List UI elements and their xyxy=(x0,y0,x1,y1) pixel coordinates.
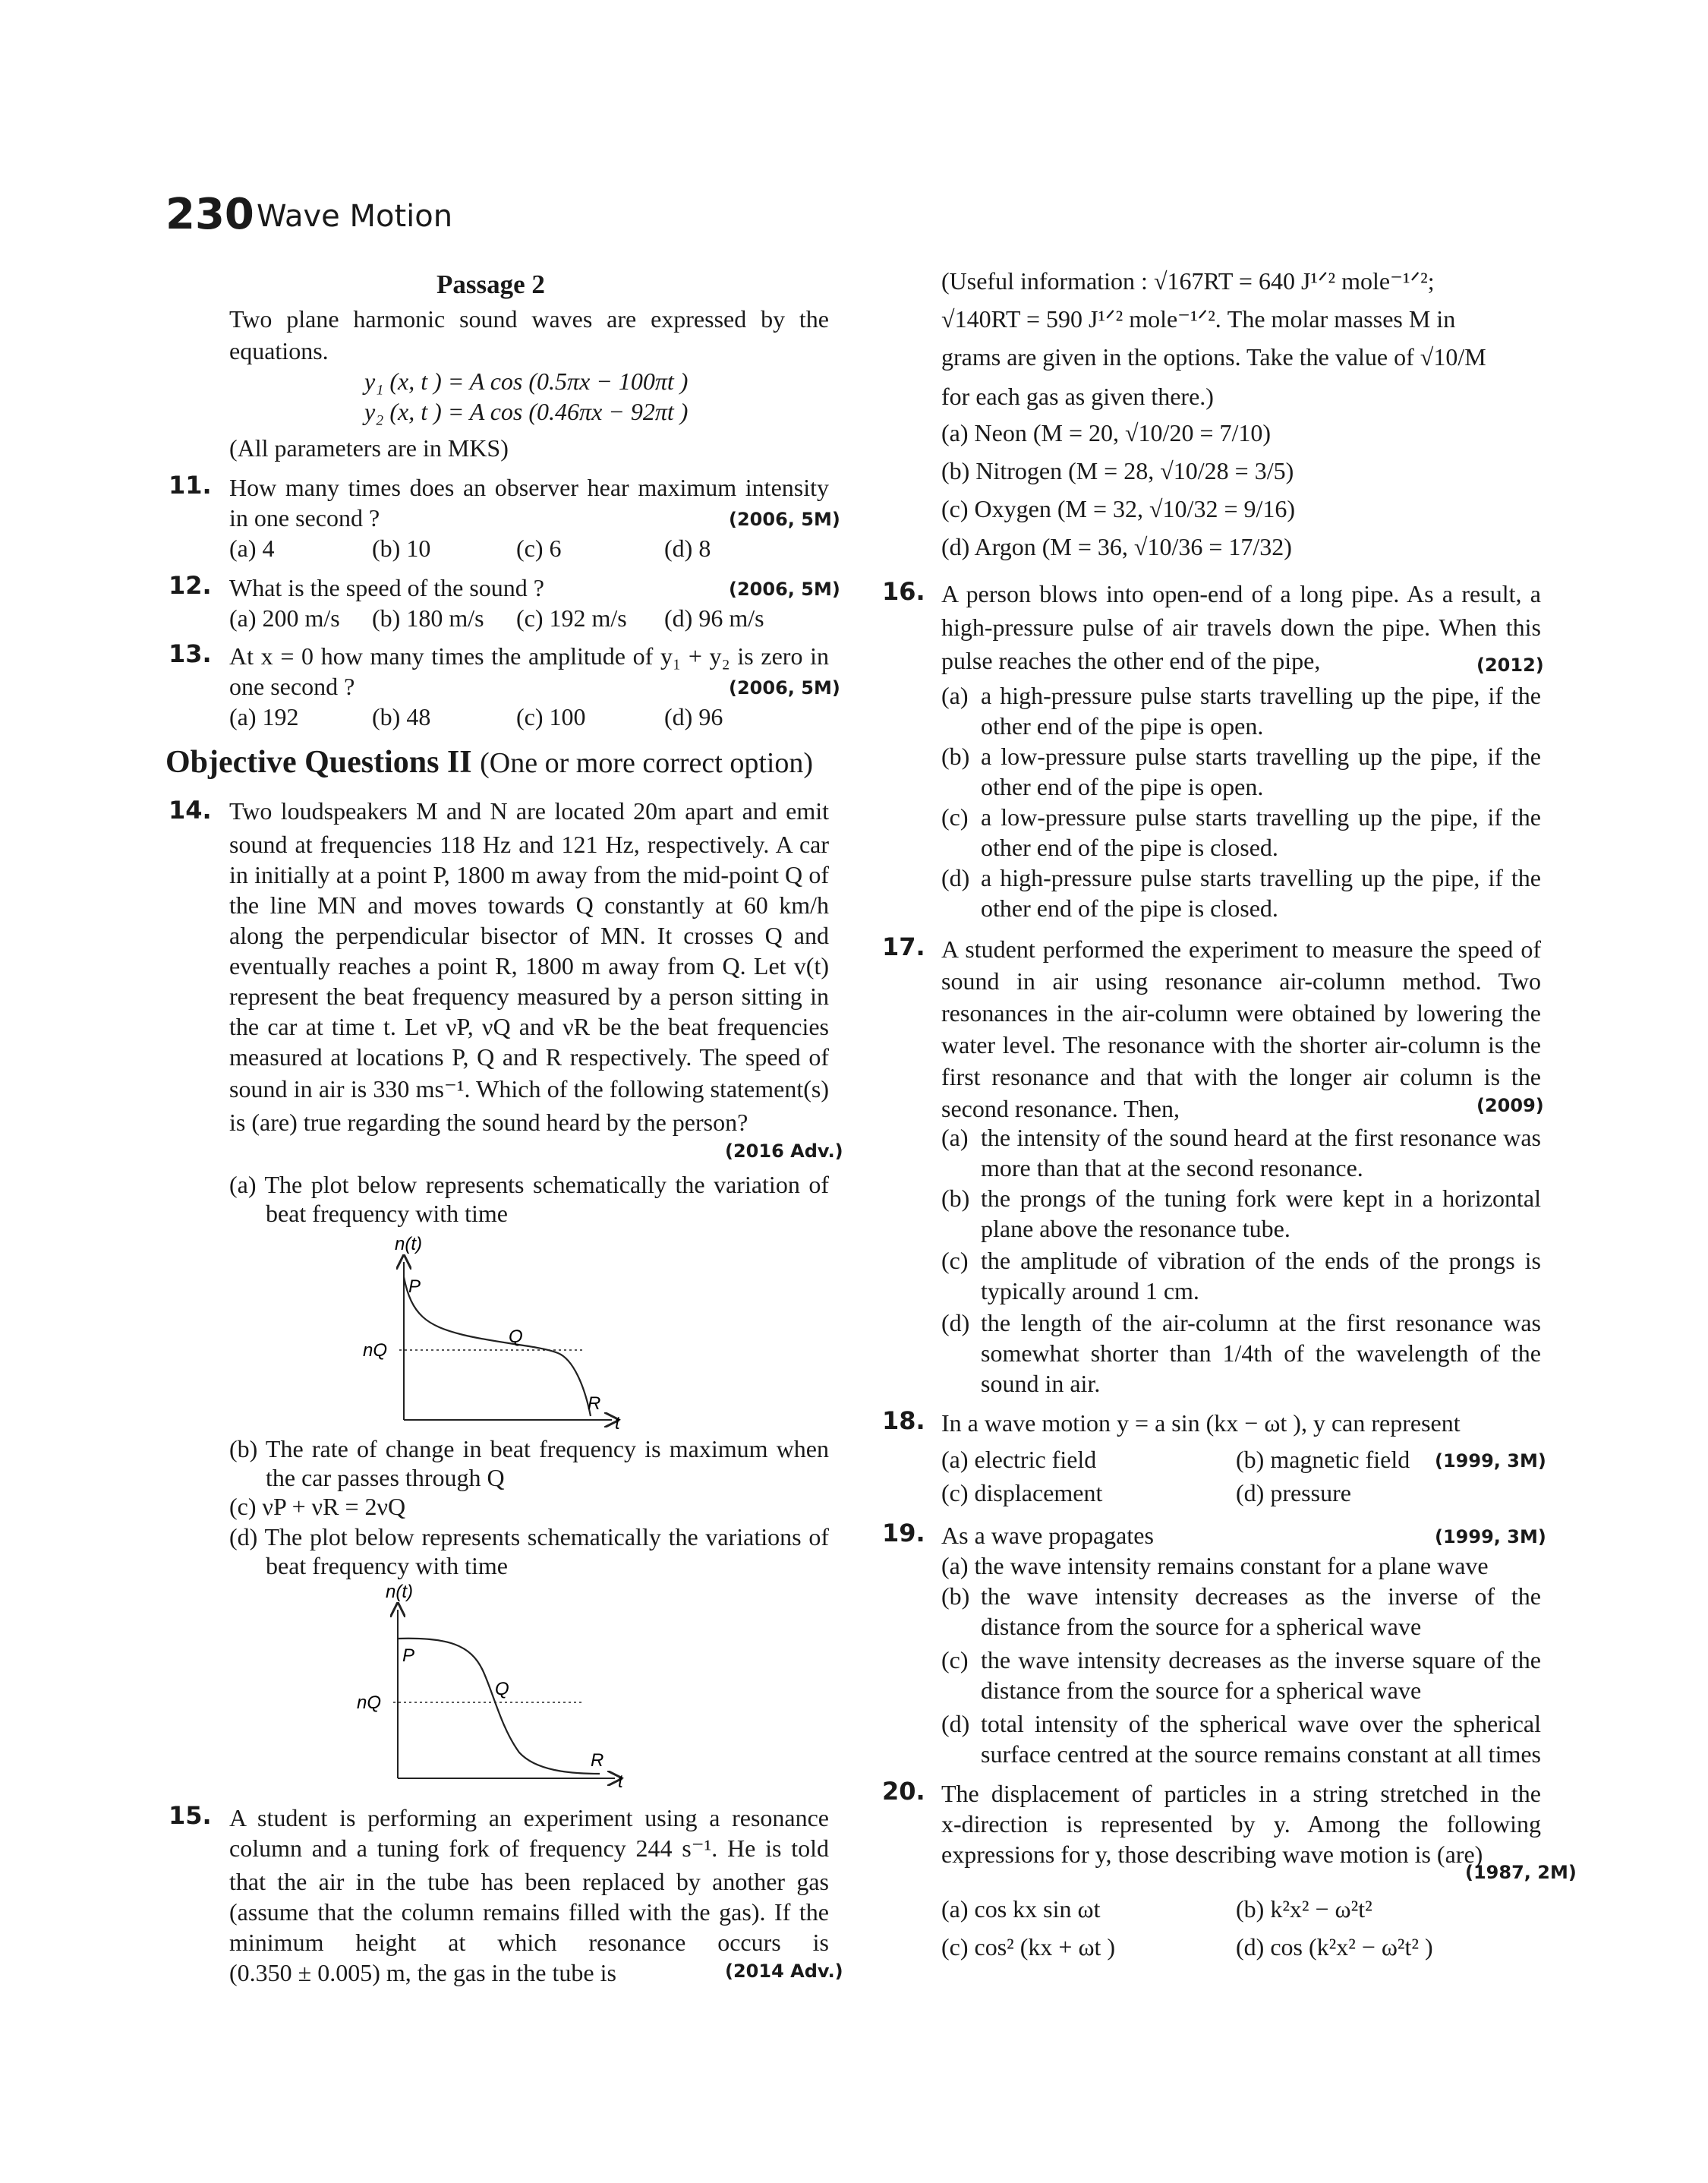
x-axis-label: t xyxy=(615,1413,620,1434)
question-text-line: sound at frequencies 118 Hz and 121 Hz, respectively. A car xyxy=(229,831,829,858)
option-text-line: a high-pressure pulse starts travelling up the pipe, if the xyxy=(981,864,1541,891)
option-text-line: (b) The rate of change in beat frequency is maximum when xyxy=(229,1435,829,1462)
useful-info-line: √140RT = 590 J¹ᐟ² mole⁻¹ᐟ². The molar masses M in xyxy=(941,305,1456,333)
option-text-line: distance from the source for a spherical wave xyxy=(981,1613,1422,1640)
option-text-line: other end of the pipe is open. xyxy=(981,773,1264,800)
question-number: 19. xyxy=(882,1519,925,1547)
point-p-label: P xyxy=(402,1645,415,1666)
option: (d) cos (k²x² − ω²t² ) xyxy=(1236,1933,1433,1961)
question-text-line: eventually reaches a point R, 1800 m away from Q. Let v(t) xyxy=(229,952,829,980)
useful-info-line: for each gas as given there.) xyxy=(941,383,1214,410)
question-number: 12. xyxy=(169,571,212,600)
option-text-line: a low-pressure pulse starts travelling up the pipe, if the xyxy=(981,803,1541,831)
option: (a) Neon (M = 20, √10/20 = 7/10) xyxy=(941,419,1272,446)
question-text-line: in one second ? xyxy=(229,504,380,532)
option-text-line: the length of the air-column at the first resonance was xyxy=(981,1309,1541,1336)
option-text-line: beat frequency with time xyxy=(266,1552,508,1579)
exam-tag: (2006, 5M) xyxy=(729,677,840,699)
question-14-body xyxy=(229,796,829,1137)
option: (b) Nitrogen (M = 28, √10/28 = 3/5) xyxy=(941,457,1294,484)
option: (c) Oxygen (M = 32, √10/32 = 9/16) xyxy=(941,495,1296,522)
point-r-label: R xyxy=(588,1393,601,1414)
option: (c) cos² (kx + ωt ) xyxy=(941,1933,1116,1961)
nq-label: nQ xyxy=(357,1692,382,1713)
option: (d) Argon (M = 36, √10/36 = 17/32) xyxy=(941,533,1292,560)
option-letter: (a) xyxy=(941,1124,969,1151)
question-text-line: one second ? xyxy=(229,673,355,700)
option-text-line: more than that at the second resonance. xyxy=(981,1154,1363,1181)
option-text-line: a low-pressure pulse starts travelling up the pipe, if the xyxy=(981,743,1541,770)
option-letter: (d) xyxy=(941,864,970,891)
option-text-line: the wave intensity decreases as the inverse of the xyxy=(981,1582,1541,1610)
option: (b) magnetic field xyxy=(1236,1446,1410,1473)
equation-y2: y₂ (x, t ) = A cos (0.46πx − 92πt ) xyxy=(364,398,689,425)
question-text-line: in initially at a point P, 1800 m away from the mid-point Q of xyxy=(229,861,829,888)
question-text-line: along the perpendicular bisector of MN. It crosses Q and xyxy=(229,922,829,949)
question-17-body xyxy=(941,934,1541,1125)
question-text-line: the car at time t. Let νP, νQ and νR be the beat frequencies xyxy=(229,1013,829,1040)
question-text: In a wave motion y = a sin (kx − ωt ), y can represent xyxy=(941,1409,1461,1437)
option-text-line: (a) the wave intensity remains constant for a plane wave xyxy=(941,1552,1489,1579)
question-text-line: A student is performing an experiment using a resonance xyxy=(229,1804,829,1831)
page-number: 230 xyxy=(165,190,254,239)
params-note: (All parameters are in MKS) xyxy=(229,434,509,462)
exam-tag: (2006, 5M) xyxy=(729,579,840,600)
chapter-title: Wave Motion xyxy=(257,199,453,234)
option-letter: (b) xyxy=(941,1185,970,1212)
useful-info-line: (Useful information : √167RT = 640 J¹ᐟ² mole⁻¹ᐟ²; xyxy=(941,267,1435,295)
point-r-label: R xyxy=(591,1750,604,1771)
beat-frequency-graph-d xyxy=(349,1579,638,1792)
question-16-body xyxy=(941,579,1541,679)
option-text-line: the intensity of the sound heard at the first resonance was xyxy=(981,1124,1541,1151)
option-text-line: sound in air. xyxy=(981,1370,1101,1397)
beat-frequency-graph-a xyxy=(357,1230,630,1435)
question-text-line: represent the beat frequency measured by a person sitting in xyxy=(229,983,829,1010)
useful-information xyxy=(941,266,1541,415)
question-number: 20. xyxy=(882,1777,925,1806)
option: (c) 6 xyxy=(516,535,562,562)
option: (a) cos kx sin ωt xyxy=(941,1895,1101,1923)
question-text-line: How many times does an observer hear maximum intensity xyxy=(229,474,829,501)
option-text-line: the wave intensity decreases as the inverse square of the xyxy=(981,1646,1541,1674)
option-letter: (b) xyxy=(941,743,970,770)
exam-tag: (1999, 3M) xyxy=(1435,1526,1546,1547)
question-text-line: pulse reaches the other end of the pipe, xyxy=(941,647,1321,674)
option-text-line: the prongs of the tuning fork were kept in a horizontal xyxy=(981,1185,1541,1212)
passage-intro-line: Two plane harmonic sound waves are expressed by the xyxy=(229,305,829,333)
question-number: 13. xyxy=(169,639,212,668)
question-number: 16. xyxy=(882,577,925,606)
option-letter: (b) xyxy=(941,1582,970,1610)
option-letter: (c) xyxy=(941,1646,969,1674)
question-text-line: water level. The resonance with the shorter air-column is the xyxy=(941,1031,1541,1058)
point-q-label: Q xyxy=(509,1327,523,1347)
option-letter: (c) xyxy=(941,803,969,831)
option: (b) k²x² − ω²t² xyxy=(1236,1895,1372,1923)
option: (d) pressure xyxy=(1236,1479,1351,1506)
question-number: 15. xyxy=(169,1801,212,1830)
q15-options xyxy=(941,418,1541,569)
option-letter: (a) xyxy=(941,682,969,709)
option-text-line: a high-pressure pulse starts travelling up the pipe, if the xyxy=(981,682,1541,709)
option-text-line: distance from the source for a spherical wave xyxy=(981,1677,1422,1704)
point-p-label: P xyxy=(408,1276,421,1297)
question-text-line: high-pressure pulse of air travels down the pipe. When this xyxy=(941,614,1541,641)
question-text-line: measured at locations P, Q and R respectively. The speed of xyxy=(229,1043,829,1071)
exam-tag: (2006, 5M) xyxy=(729,509,840,530)
exam-tag: (1999, 3M) xyxy=(1435,1450,1546,1472)
question-text-line: Two loudspeakers M and N are located 20m apart and emit xyxy=(229,797,829,825)
question-text-line: At x = 0 how many times the amplitude of y₁ + y₂ is zero in xyxy=(229,642,829,670)
question-20-body xyxy=(941,1778,1541,1869)
option-text-line: total intensity of the spherical wave over the spherical xyxy=(981,1710,1541,1737)
exam-tag: (2012) xyxy=(1476,655,1544,676)
option-text-line: (c) νP + νR = 2νQ xyxy=(229,1493,406,1520)
question-text-line: expressions for y, those describing wave motion is (are) xyxy=(941,1841,1483,1868)
option-letter: (d) xyxy=(941,1309,970,1336)
question-text-line: The displacement of particles in a string stretched in the xyxy=(941,1780,1541,1807)
option: (d) 96 xyxy=(664,703,723,730)
option: (b) 180 m/s xyxy=(372,604,484,632)
question-text-line: is (are) true regarding the sound heard by the person? xyxy=(229,1109,748,1136)
section-title: Objective Questions II xyxy=(165,745,472,780)
option-letter: (c) xyxy=(941,1247,969,1274)
option-text-line: typically around 1 cm. xyxy=(981,1277,1199,1304)
exam-tag: (2009) xyxy=(1476,1095,1544,1116)
useful-info-line: grams are given in the options. Take the value of √10/M xyxy=(941,343,1486,371)
option: (d) 8 xyxy=(664,535,711,562)
exam-tag: (1987, 2M) xyxy=(1465,1862,1577,1883)
option-text-line: other end of the pipe is closed. xyxy=(981,894,1278,922)
exam-tag: (2016 Adv.) xyxy=(725,1140,843,1162)
option: (a) 192 xyxy=(229,703,299,730)
option: (c) displacement xyxy=(941,1479,1103,1506)
question-text-line: second resonance. Then, xyxy=(941,1095,1180,1122)
nq-label: nQ xyxy=(363,1340,388,1361)
section-subtitle: (One or more correct option) xyxy=(480,747,814,779)
question-text-line: resonances in the air-column were obtained by lowering the xyxy=(941,999,1541,1027)
option: (c) 192 m/s xyxy=(516,604,627,632)
passage-title: Passage 2 xyxy=(436,270,545,299)
option: (c) 100 xyxy=(516,703,586,730)
point-q-label: Q xyxy=(495,1679,509,1699)
question-number: 17. xyxy=(882,932,925,961)
option: (b) 48 xyxy=(372,703,431,730)
option: (a) 200 m/s xyxy=(229,604,340,632)
equation-y1: y₁ (x, t ) = A cos (0.5πx − 100πt ) xyxy=(364,368,689,395)
beat-frequency-curve xyxy=(398,1639,600,1774)
question-text: As a wave propagates xyxy=(941,1522,1154,1549)
x-axis-label: t xyxy=(618,1771,623,1792)
beat-frequency-curve xyxy=(404,1277,591,1416)
question-text-line: first resonance and that with the longer air column is the xyxy=(941,1063,1541,1090)
y-axis-label: n(t) xyxy=(386,1582,413,1602)
q16-options xyxy=(941,680,1541,923)
question-text-line: (assume that the column remains filled with the gas). If the xyxy=(229,1898,829,1926)
option-text-line: other end of the pipe is closed. xyxy=(981,834,1278,861)
option-text-line: plane above the resonance tube. xyxy=(981,1215,1290,1242)
option-text-line: somewhat shorter than 1/4th of the wavelength of the xyxy=(981,1339,1541,1367)
option: (a) 4 xyxy=(229,535,275,562)
question-number: 14. xyxy=(169,796,212,825)
q19-options xyxy=(941,1550,1541,1769)
question-text-line: A student performed the experiment to measure the speed of xyxy=(941,935,1541,963)
question-text-line: that the air in the tube has been replaced by another gas xyxy=(229,1868,829,1895)
question-text-line: sound in air is 330 ms⁻¹. Which of the following statement(s) xyxy=(229,1075,829,1103)
option-text-line: surface centred at the source remains constant at all times xyxy=(981,1740,1541,1768)
option-text-line: beat frequency with time xyxy=(266,1200,508,1227)
option-text-line: (d) The plot below represents schematically the variations of xyxy=(229,1523,829,1550)
option-text-line: other end of the pipe is open. xyxy=(981,712,1264,740)
option: (b) 10 xyxy=(372,535,431,562)
question-number: 11. xyxy=(169,471,212,500)
option-letter: (d) xyxy=(941,1710,970,1737)
question-text-line: minimum height at which resonance occurs is xyxy=(229,1929,829,1956)
y-axis-label: n(t) xyxy=(395,1234,422,1254)
option-text-line: (a) The plot below represents schematically the variation of xyxy=(229,1171,829,1198)
option-text-line: the car passes through Q xyxy=(266,1464,505,1491)
passage-intro-line: equations. xyxy=(229,337,329,364)
question-text-line: x-direction is represented by y. Among the following xyxy=(941,1810,1541,1838)
question-text-line: sound in air using resonance air-column method. Two xyxy=(941,967,1541,995)
question-number: 18. xyxy=(882,1406,925,1435)
question-text: What is the speed of the sound ? xyxy=(229,574,544,601)
option-text-line: the amplitude of vibration of the ends of the prongs is xyxy=(981,1247,1541,1274)
exam-tag: (2014 Adv.) xyxy=(725,1961,843,1982)
option: (d) 96 m/s xyxy=(664,604,764,632)
question-text-line: the line MN and moves towards Q constantly at 60 km/h xyxy=(229,891,829,919)
q17-options xyxy=(941,1122,1541,1399)
question-text-line: A person blows into open-end of a long pipe. As a result, a xyxy=(941,580,1541,607)
option: (a) electric field xyxy=(941,1446,1097,1473)
question-text-line: (0.350 ± 0.005) m, the gas in the tube is xyxy=(229,1959,616,1986)
question-text-line: column and a tuning fork of frequency 244 s⁻¹. He is told xyxy=(229,1834,829,1862)
section-heading xyxy=(165,744,813,781)
